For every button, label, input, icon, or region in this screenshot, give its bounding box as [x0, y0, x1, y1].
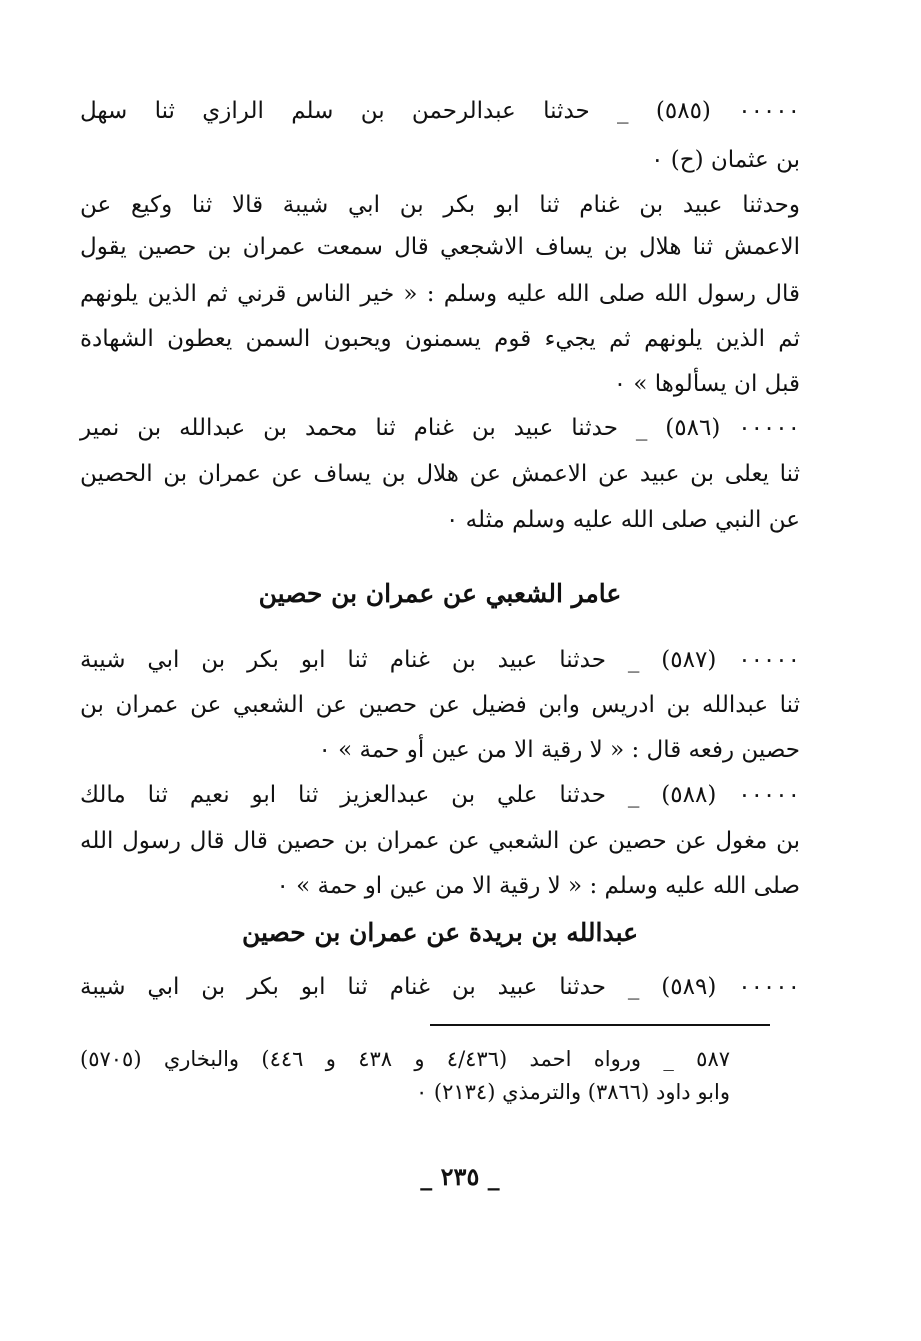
hadith-587-line-2: ثنا عبدالله بن ادريس وابن فضيل عن حصين عن الشعبي عن عمران بن — [80, 692, 800, 718]
hadith-587-line-3: حصين رفعه قال : « لا رقية الا من عين أو حمة » ٠ — [318, 737, 800, 763]
footnote-line-1: ٥٨٧ _ ورواه احمد (٤/٤٣٦ و ٤٣٨ و ٤٤٦) والبخاري (٥٧٠٥) — [80, 1047, 731, 1071]
hadith-588-line-2: بن مغول عن حصين عن الشعبي عن عمران بن حصين قال قال رسول الله — [80, 828, 800, 854]
section-heading-buraydah: عبدالله بن بريدة عن عمران بن حصين — [241, 918, 639, 947]
hadith-585-line-6: ثم الذين يلونهم ثم يجيء قوم يسمنون ويحبون السمن يعطون الشهادة — [80, 326, 800, 352]
hadith-586-line-3: عن النبي صلى الله عليه وسلم مثله ٠ — [446, 507, 800, 533]
footnote-line-2: وابو داود (٣٨٦٦) والترمذي (٢١٣٤) ٠ — [415, 1080, 730, 1104]
hadith-586-line-1: ٠٠٠٠٠ (٥٨٦) _ حدثنا عبيد بن غنام ثنا محمد بن عبدالله بن نمير — [80, 415, 800, 441]
hadith-585-line-4: الاعمش ثنا هلال بن يساف الاشجعي قال سمعت عمران بن حصين يقول — [80, 234, 800, 260]
hadith-588-line-1: ٠٠٠٠٠ (٥٨٨) _ حدثنا علي بن عبدالعزيز ثنا ابو نعيم ثنا مالك — [80, 782, 800, 808]
hadith-585-line-3: وحدثنا عبيد بن غنام ثنا ابو بكر بن ابي شيبة قالا ثنا وكيع عن — [80, 192, 800, 218]
hadith-585-line-7: قبل ان يسألوها » ٠ — [613, 371, 800, 397]
section-heading-shabi: عامر الشعبي عن عمران بن حصين — [258, 579, 622, 608]
hadith-585-line-5: قال رسول الله صلى الله عليه وسلم : « خير الناس قرني ثم الذين يلونهم — [80, 281, 800, 307]
hadith-585-line-1: ٠٠٠٠٠ (٥٨٥) _ حدثنا عبدالرحمن بن سلم الرازي ثنا سهل — [80, 98, 800, 124]
hadith-586-line-2: ثنا يعلى بن عبيد عن الاعمش عن هلال بن يساف عن عمران بن الحصين — [80, 461, 800, 487]
hadith-588-line-3: صلى الله عليه وسلم : « لا رقية الا من عين او حمة » ٠ — [276, 873, 800, 899]
page-number: _ ٢٣٥ _ — [420, 1162, 500, 1191]
hadith-589-line-1: ٠٠٠٠٠ (٥٨٩) _ حدثنا عبيد بن غنام ثنا ابو بكر بن ابي شيبة — [80, 974, 800, 1000]
hadith-585-line-2: بن عثمان (ح) ٠ — [651, 147, 800, 173]
hadith-587-line-1: ٠٠٠٠٠ (٥٨٧) _ حدثنا عبيد بن غنام ثنا ابو بكر بن ابي شيبة — [80, 647, 800, 673]
footnote-divider — [430, 1024, 770, 1026]
